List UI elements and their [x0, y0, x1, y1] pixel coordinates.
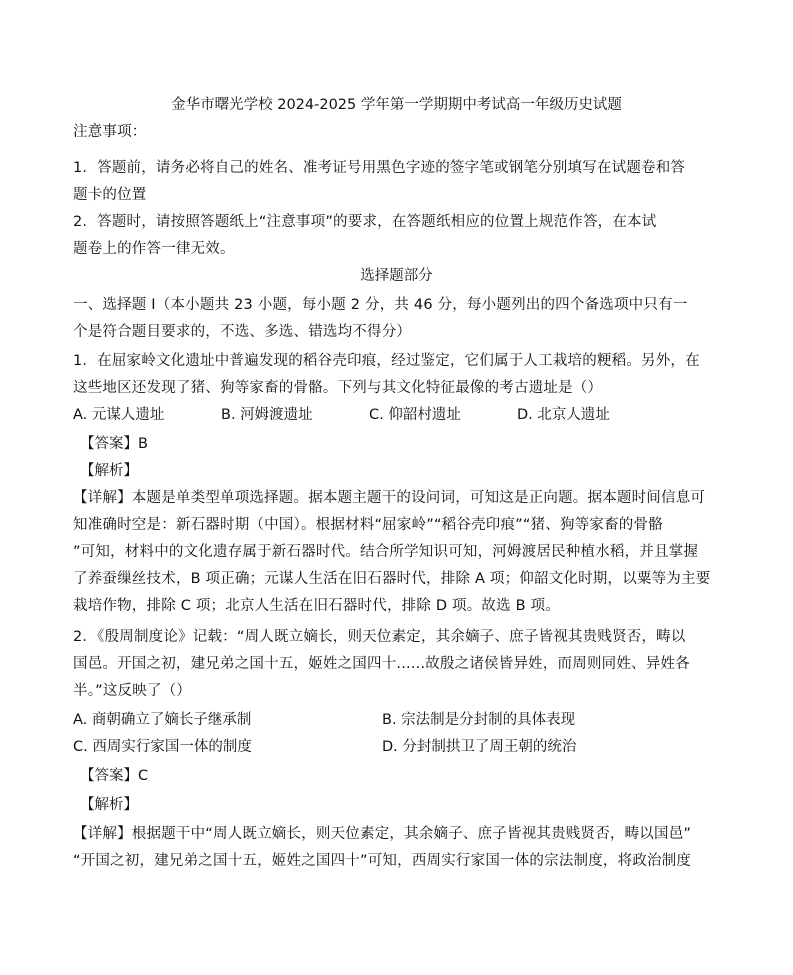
q1-option-d: D. 北京人遗址	[517, 407, 610, 423]
section-title: 选择题部分	[360, 268, 433, 284]
q1-detail-line-5: 栽培作物，排除 C 项；北京人生活在旧石器时代，排除 D 项。故选 B 项。	[73, 598, 560, 614]
notice-heading: 注意事项：	[73, 124, 147, 140]
q2-answer: 【答案】C	[80, 768, 149, 784]
q2-stem-line-2: 国邑。开国之初，建兄弟之国十五，姬姓之国四十......故殷之诸侯皆异姓，而周则同姓、异姓各	[73, 656, 690, 672]
q2-analysis-heading: 【解析】	[80, 797, 138, 813]
q2-stem-line-3: 半。”这反映了（）	[73, 683, 192, 699]
q1-detail-line-1: 【详解】本题是单类型单项选择题。据本题主题干的设问词，可知这是正向题。据本题时间信息可	[73, 490, 706, 506]
q2-option-b: B. 宗法制是分封制的具体表现	[382, 712, 576, 728]
q2-detail-line-2: “开国之初，建兄弟之国十五，姬姓之国四十”可知，西周实行家国一体的宗法制度，将政治制度	[73, 853, 692, 869]
q1-detail-line-2: 知准确时空是：新石器时期（中国）。根据材料“屈家岭”“稻谷壳印痕”“猪、狗等家畜的骨骼	[73, 517, 663, 533]
q1-option-c: C. 仰韶村遗址	[369, 407, 461, 423]
q1-answer: 【答案】B	[80, 436, 148, 452]
q2-stem-line-1: 2．《殷周制度论》记载：“周人既立嫡长，则天位素定，其余嫡子、庶子皆视其贵贱贤否，畴以	[73, 629, 686, 645]
part1-instructions-line-1: 一、选择题 I（本小题共 23 小题，每小题 2 分，共 46 分，每小题列出的四个备选项中只有一	[73, 297, 688, 313]
q1-analysis-heading: 【解析】	[80, 463, 138, 479]
q2-option-c: C. 西周实行家国一体的制度	[73, 739, 252, 755]
q1-option-b: B. 河姆渡遗址	[221, 407, 313, 423]
q1-detail-line-3: ”可知，材料中的文化遗存属于新石器时代。结合所学知识可知，河姆渡居民种植水稻，并且掌握	[73, 544, 699, 560]
q1-option-a: A. 元谋人遗址	[73, 407, 165, 423]
q1-stem-line-1: 1．在屈家岭文化遗址中普遍发现的稻谷壳印痕，经过鉴定，它们属于人工栽培的粳稻。另外，在	[73, 353, 700, 369]
part1-instructions-line-2: 个是符合题目要求的，不选、多选、错选均不得分）	[73, 324, 412, 340]
notice-item-1-line-1: 1．答题前，请务必将自己的姓名、准考证号用黑色字迹的签字笔或钢笔分别填写在试题卷和答	[73, 160, 686, 176]
page-title: 金华市曙光学校 2024-2025 学年第一学期期中考试高一年级历史试题	[171, 97, 622, 113]
q1-stem-line-2: 这些地区还发现了猪、狗等家畜的骨骼。下列与其文化特征最像的考古遗址是（）	[73, 380, 603, 396]
q2-option-a: A. 商朝确立了嫡长子继承制	[73, 712, 252, 728]
notice-item-1-line-2: 题卡的位置	[73, 187, 147, 203]
notice-item-2-line-2: 题卷上的作答一律无效。	[73, 241, 235, 257]
q1-detail-line-4: 了养蚕缫丝技术，B 项正确；元谋人生活在旧石器时代，排除 A 项；仰韶文化时期，以粟等为主要	[73, 571, 711, 587]
notice-item-2-line-1: 2．答题时，请按照答题纸上“注意事项”的要求，在答题纸相应的位置上规范作答，在本试	[73, 214, 657, 230]
q2-option-d: D. 分封制拱卫了周王朝的统治	[382, 739, 577, 755]
q2-detail-line-1: 【详解】根据题干中“周人既立嫡长，则天位素定，其余嫡子、庶子皆视其贵贱贤否，畴以国邑”	[73, 826, 692, 842]
